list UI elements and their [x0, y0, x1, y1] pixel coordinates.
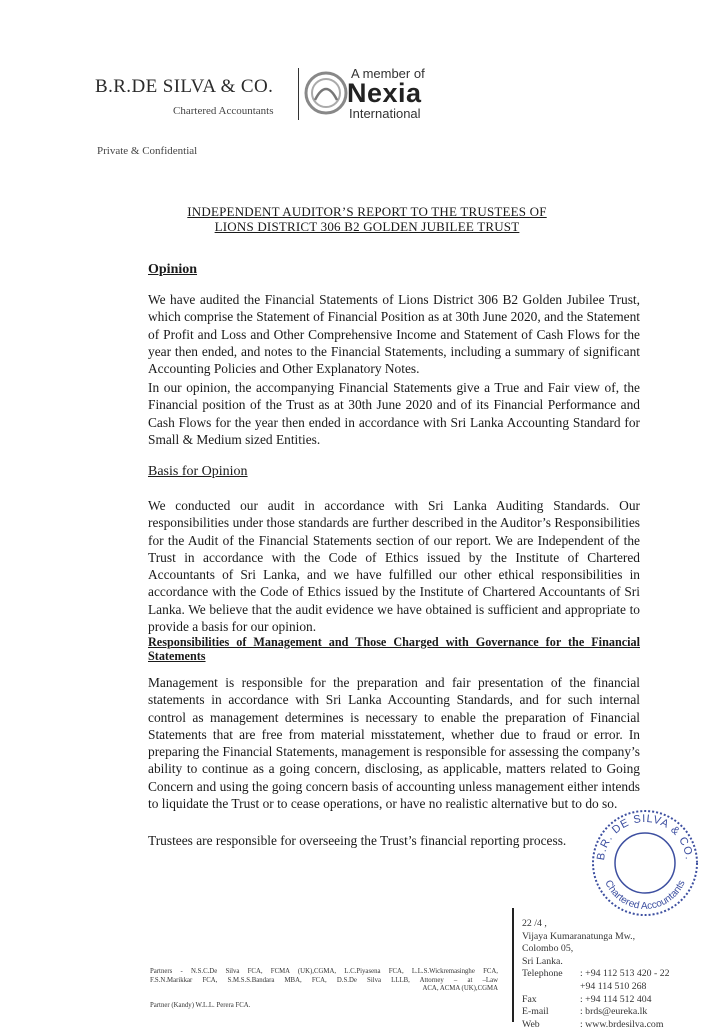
nexia-logo-icon — [303, 70, 349, 116]
contact-telephone-2 — [522, 981, 722, 994]
opinion-text-1: We have audited the Financial Statements of Lions District 306 B2 Golden Jubilee Trust, which comprise the Statement of Financial Position as at 30th June 2020, and the Statement of Profit and Loss and Other Comprehensive Income and Statement of Cash Flows for the year then ended, and notes to the Financial Statements, including a summary of significant Accounting Policies and Other Explanatory Notes. — [148, 292, 641, 377]
contact-email — [522, 1006, 722, 1019]
firm-subtitle: Chartered Accountants — [173, 105, 274, 117]
contact-value: : brds@eureka.lk — [580, 1006, 648, 1018]
contact-fax — [522, 994, 722, 1007]
partners-line-1: Partners - N.S.C.De Silva FCA, FCMA (UK),CGMA, L.C.Piyasena FCA, L.L.S.Wickremasinghe FCA, — [150, 968, 498, 975]
address-line: Colombo 05, — [522, 943, 574, 955]
partners-list — [150, 968, 498, 1010]
contact-label: Telephone — [522, 968, 563, 980]
svg-text:B.R. DE SILVA & CO. — [595, 813, 695, 861]
report-title-line1: INDEPENDENT AUDITOR’S REPORT TO THE TRUSTEES OF — [187, 204, 547, 219]
contact-value: +94 114 510 268 — [580, 980, 647, 992]
confidentiality-label: Private & Confidential — [97, 145, 198, 157]
contact-label: E-mail — [522, 1006, 549, 1018]
stamp-bottom-text: Chartered Accountants — [602, 878, 688, 913]
address-line: Sri Lanka. — [522, 955, 563, 967]
responsibilities-heading: Responsibilities of Management and Those Charged with Governance for the Financial Statements — [148, 635, 640, 663]
basis-paragraph — [148, 497, 640, 635]
contact-value: : www.brdesilva.com — [580, 1018, 664, 1030]
contact-value: : +94 114 512 404 — [580, 993, 652, 1005]
opinion-paragraph-2 — [148, 379, 640, 448]
basis-text: We conducted our audit in accordance with Sri Lanka Auditing Standards. Our responsibilities under those standards are further described in the Auditor’s Responsibilities for the Audit of the Financial Statements section of our report. We are Independent of the Trust in accordance with the Code of Ethics issued by the Institute of Chartered Accountants of Sri Lanka, and we have fulfilled our other ethical responsibilities in accordance with the Code of Ethics issued by the Institute of Chartered Accountants of Sri Lanka. We believe that the audit evidence we have obtained is sufficient and appropriate to provide a basis for our opinion. — [148, 498, 640, 635]
partners-line-3: ACA, ACMA (UK),CGMA — [422, 985, 498, 993]
opinion-heading: Opinion — [148, 262, 198, 277]
basis-heading: Basis for Opinion — [148, 464, 248, 479]
responsibilities-text-2: Trustees are responsible for overseeing the Trust’s financial reporting process. — [148, 833, 567, 848]
footer-divider — [512, 908, 514, 1022]
firm-address-block — [522, 918, 722, 1031]
contact-value: : +94 112 513 420 - 22 — [580, 968, 670, 980]
svg-text:Chartered Accountants — [602, 879, 687, 912]
contact-label: Web — [522, 1018, 540, 1030]
firm-stamp-icon — [590, 808, 700, 918]
contact-label: Fax — [522, 993, 537, 1005]
stamp-top-text: B.R. DE SILVA & CO. — [594, 812, 695, 862]
address-line: 22 /4 , — [522, 918, 547, 929]
responsibilities-text-1: Management is responsible for the preparation and fair presentation of the financial statements in accordance with Sri Lanka Accounting Standards, and for such internal control as management determines is necessary to enable the preparation of Financial Statements that are free from material misstatement, whether due to fraud or error. In preparing the Financial Statements, management is responsible for assessing the company’s ability to continue as a going concern, disclosing, as applicable, matters related to Going Concern and using the going concern basis of accounting unless management either intends to liquidate the Trust or to cease operations, or have no realistic alternative but to do so. — [148, 675, 640, 812]
responsibilities-paragraph-2 — [148, 832, 588, 849]
nexia-name: Nexia — [347, 78, 422, 108]
opinion-text-2: In our opinion, the accompanying Financial Statements give a True and Fair view of, the Financial position of the Trust as at 30th June 2020 and of its Financial Performance and Cash Flows for the year then ended in accordance with Sri Lanka Accounting Standard for Small & Medium sized Entities. — [148, 380, 640, 447]
contact-web — [522, 1019, 722, 1031]
firm-name: B.R.DE SILVA & CO. — [95, 76, 274, 97]
nexia-international: International — [349, 106, 421, 121]
member-of-label: A member of — [351, 66, 425, 81]
partners-line-4: Partner (Kandy) W.L.L. Perera FCA. — [150, 1001, 251, 1009]
responsibilities-paragraph-1 — [148, 674, 640, 812]
address-line: Vijaya Kumaranatunga Mw., — [522, 930, 636, 942]
contact-telephone — [522, 968, 722, 981]
letterhead-divider — [298, 68, 299, 120]
report-title-line2: LIONS DISTRICT 306 B2 GOLDEN JUBILEE TRUST — [214, 219, 520, 234]
partners-line-2: F.S.N.Marikkar FCA, S.M.S.S.Bandara MBA, FCA, D.S.De Silva LLLB, Attorney – at –Law — [150, 976, 498, 984]
opinion-paragraph-1 — [148, 291, 640, 377]
